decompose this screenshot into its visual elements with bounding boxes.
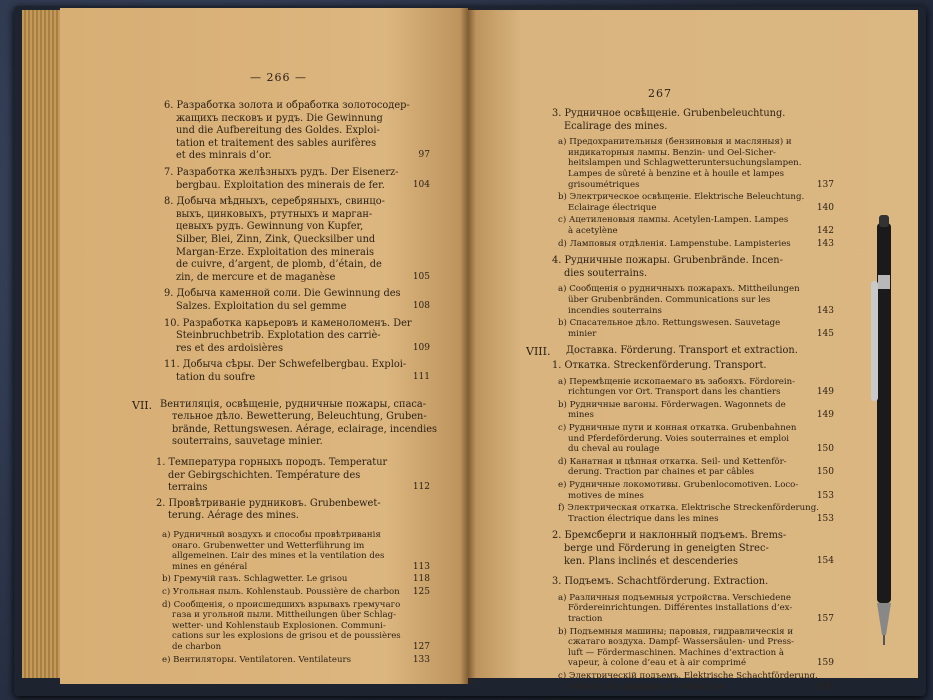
toc-entry-page-number: 108 [412, 301, 430, 311]
hoisting-item-page-number: 159 [816, 658, 834, 669]
haulage-item [558, 480, 798, 501]
haulage-item-line: c) Рудничные пути и конная откатка. Grubenbahnen [558, 423, 797, 433]
haulage-item-line: Traction électrique dans les mines [568, 513, 719, 524]
lighting-item [558, 215, 788, 236]
lighting-item [558, 239, 791, 250]
haulage-item-page-number: 149 [816, 387, 834, 398]
haulage-item [558, 503, 819, 524]
lighting-item-page-number: 140 [816, 202, 834, 213]
toc-item-line: e) Вентиляторы. Ventilatoren. Ventilateurs [162, 654, 352, 665]
toc-entry [164, 100, 410, 163]
hoisting-item-page-number: 157 [816, 614, 834, 624]
toc-item [162, 530, 384, 572]
fires-item-line: incendies souterrains [568, 305, 662, 316]
lighting-item-line: heitslampen und Schlagwetteruntersuchungslampen. [568, 158, 802, 169]
toc-entry-line: Steinbruchbetrib. Explotation des carriè- [176, 330, 381, 342]
toc-item-line: c) Угольная пыль. Kohlenstaub. Poussière de charbon [162, 587, 400, 597]
haulage-item [558, 423, 796, 455]
hoisting-heading [552, 576, 768, 589]
haulage-heading-line: 1. Откатка. Streckenförderung. Transport. [552, 360, 767, 371]
fires-item-page-number: 143 [816, 305, 834, 316]
toc-subentry-line: terrains [168, 482, 208, 494]
toc-entry-line: Margan-Erze. Exploitation des minerais [176, 246, 375, 258]
lighting-item-line: Eclairage électrique [568, 202, 657, 213]
toc-entry-line: tation et traitement des sables aurifères [176, 137, 377, 149]
haulage-item-line: du cheval au roulage [568, 444, 660, 455]
toc-entry-line: 6. Разработка золота и обработка золотосодер- [164, 100, 410, 111]
hoisting-item-line: L’électricité appliquée à l’extraction [568, 681, 725, 692]
haulage-item-page-number: 150 [816, 467, 834, 478]
toc-subentry-page-number: 112 [412, 482, 430, 493]
hoisting-item-line: luft — Fördermaschinen. Machines d’extraction à [568, 647, 785, 658]
section-heading-line: souterrains, sauvetage minier. [172, 436, 323, 448]
fires-item [558, 318, 780, 339]
toc-item [162, 587, 400, 598]
toc-entry-line: выхъ, цинковыхъ, ртутныхъ и марган- [176, 208, 373, 220]
left-page-number: — 266 — [250, 71, 307, 84]
left-page [60, 8, 468, 684]
hoisting-item-line: Fördereinrichtungen. Différentes installations d’ex- [568, 603, 793, 614]
lighting-item-line: d) Ламповыя отдѣленія. Lampenstube. Lampisteries [558, 238, 791, 249]
toc-entry-page-number: 97 [418, 150, 430, 161]
toc-entry-line: res et des ardoisières [176, 342, 283, 354]
section-roman-numeral: VIII. [526, 345, 551, 359]
toc-entry-line: цевыхъ рудъ. Gewinnung von Kupfer, [176, 221, 364, 233]
inclines-heading [552, 530, 786, 568]
toc-item-page-number: 118 [412, 574, 430, 585]
haulage-item-page-number: 149 [816, 410, 834, 421]
toc-entry-line: 9. Добыча каменной соли. Die Gewinnung des [164, 288, 401, 300]
toc-entry-line: Silber, Blei, Zinn, Zink, Quecksilber und [176, 233, 376, 245]
toc-entry-page-number: 111 [412, 372, 430, 382]
toc-item-line: wetter- und Kohlenstaub Explosionen. Communi- [172, 620, 386, 631]
hoisting-heading-line: 3. Подъемъ. Schachtförderung. Extraction. [552, 576, 769, 588]
haulage-item-line: mines [568, 410, 594, 421]
toc-item-line: газа и угольной пыли. Mittheilungen über Schlag- [172, 610, 397, 621]
hoisting-item-page-number: 161 [816, 681, 834, 692]
section-heading-line: brände, Rettungswesen. Aérage, eclairage, incendies [172, 423, 438, 435]
toc-item-page-number: 133 [412, 654, 430, 665]
toc-entry [164, 167, 398, 192]
section-heading [566, 345, 798, 358]
section-heading-line: Доставка. Förderung. Transport et extraction. [566, 345, 798, 357]
lighting-item-line: b) Электрическое освѣщеніе. Elektrische Beleuchtung. [558, 192, 805, 203]
toc-subentry-line: terung. Aérage des mines. [168, 510, 299, 522]
toc-entry [164, 196, 385, 284]
hoisting-item [558, 627, 794, 669]
toc-entry-line: 7. Разработка желѣзныхъ рудъ. Der Eisenerz- [164, 167, 399, 178]
haulage-item-line: f) Электрическая откатка. Elektrische Streckenförderung. [558, 503, 819, 514]
haulage-heading [552, 360, 767, 373]
section-heading-line: Вентиляція, освѣщеніе, рудничные пожары, спаса- [160, 398, 427, 410]
haulage-item-line: b) Рудничные вагоны. Förderwagen. Wagonnets de [558, 399, 786, 410]
toc-subentry-line: der Gebirgschichten. Température des [168, 469, 361, 481]
lighting-item [558, 137, 801, 190]
toc-item [162, 655, 351, 666]
toc-item-line: онаго. Grubenwetter und Wetterführung im [172, 540, 365, 551]
right-page-number: 267 [648, 87, 672, 100]
toc-entry-line: de cuivre, d’argent, de plomb, d’étain, de [176, 259, 382, 271]
haulage-item-line: motives de mines [568, 490, 644, 501]
lighting-item-line: c) Ацетиленовыя лампы. Acetylen-Lampen. Lampes [558, 215, 789, 226]
toc-entry [164, 318, 412, 356]
lighting-heading-line: 3. Рудничное освѣщеніе. Grubenbeleuchtung. [552, 108, 786, 119]
toc-entry-page-number: 104 [412, 179, 430, 190]
haulage-item [558, 377, 795, 398]
lighting-item-line: grisoumétriques [568, 179, 640, 190]
section-roman-numeral: VII. [132, 398, 153, 412]
toc-entry-line: Salzes. Exploitation du sel gemme [176, 300, 347, 312]
haulage-item-line: richtungen vor Ort. Transport dans les chantiers [568, 387, 781, 398]
lighting-item-line: Lampes de sûreté à benzine et à houile et lampes [568, 168, 785, 179]
haulage-item-line: und Pferdeförderung. Voies souterraines et emploi [568, 433, 789, 444]
inclines-heading-line: ken. Plans inclinés et descenderies [564, 555, 738, 567]
lighting-item-page-number: 137 [816, 179, 834, 190]
toc-item-line: b) Гремучій газъ. Schlagwetter. Le grisou [162, 574, 348, 585]
page-edges [22, 10, 62, 678]
hoisting-item-line: vapeur, à colone d’eau et à air comprimé [568, 658, 747, 669]
toc-subentry-line: 1. Температура горныхъ породъ. Temperatur [156, 457, 388, 468]
hoisting-item-line: сжатаго воздуха. Dampf- Wassersäulen- und Press- [568, 637, 795, 648]
hoisting-item [558, 593, 792, 625]
lighting-heading-line: Ecalirage des mines. [564, 120, 668, 132]
lighting-item-line: индикаторныя лампы. Benzin- und Oel-Sicher- [568, 147, 776, 158]
lighting-item-page-number: 142 [816, 226, 834, 236]
toc-item [162, 600, 401, 653]
fires-item-line: a) Сообщенія о рудничныхъ пожарахъ. Mittheilungen [558, 284, 800, 295]
toc-subentry [156, 498, 381, 523]
toc-entry-line: zin, de mercure et de maganèse [176, 271, 336, 283]
toc-item-line: de charbon [172, 641, 222, 652]
toc-subentry-line: 2. Провѣтриваніе рудниковъ. Grubenbewet- [156, 497, 381, 509]
book-gutter [460, 8, 476, 684]
fires-item-line: minier [568, 328, 597, 339]
haulage-item-line: derung. Traction par chaines et par câbles [568, 467, 755, 478]
fires-item-line: b) Спасательное дѣло. Rettungswesen. Sauvetage [558, 318, 781, 329]
toc-entry-line: und die Aufbereitung des Goldes. Exploi- [176, 125, 380, 137]
hoisting-item-line: c) Электрическій подъемъ. Elektrische Schachtförderung. [558, 671, 818, 681]
toc-item [162, 574, 347, 585]
toc-entry-line: tation du soufre [176, 371, 256, 383]
fires-heading-line: dies souterrains. [564, 267, 648, 279]
hoisting-item-line: b) Подъемныя машины; паровыя, гидравлическія и [558, 626, 794, 637]
toc-entry-page-number: 109 [412, 342, 430, 353]
inclines-heading-page-number: 154 [816, 555, 834, 566]
fires-item-page-number: 145 [816, 328, 834, 339]
toc-item-line: a) Рудничный воздухъ и способы провѣтриванія [162, 530, 381, 540]
hoisting-item-line: traction [568, 613, 603, 624]
toc-entry [164, 359, 406, 384]
toc-entry-line: et des minrais d’or. [176, 150, 272, 162]
toc-item-line: d) Сообщенія, о происшедшихъ взрывахъ гремучаго [162, 599, 401, 610]
section-heading [160, 399, 437, 449]
inclines-heading-line: 2. Бремсберги и наклонный подъемъ. Brems- [552, 530, 787, 542]
right-page [468, 10, 918, 692]
lighting-item-line: à acetylène [568, 225, 618, 236]
lighting-item-page-number: 143 [816, 238, 834, 249]
haulage-item-page-number: 153 [816, 490, 834, 501]
lighting-heading [552, 108, 785, 133]
toc-entry-line: bergbau. Exploitation des minerais de fer. [176, 179, 385, 191]
toc-entry [164, 288, 401, 313]
toc-subentry [156, 457, 387, 495]
toc-entry-line: жащихъ песковъ и рудъ. Die Gewinnung [176, 112, 383, 124]
hoisting-item-line: a) Различныя подъемныя устройства. Verschiedene [558, 592, 791, 603]
fires-item-line: über Grubenbränden. Communications sur les [568, 294, 771, 305]
haulage-item-line: a) Перемѣщеніе ископаемаго въ забояхъ. Fördorein- [558, 376, 796, 387]
toc-entry-line: 8. Добыча мѣдныхъ, серебряныхъ, свинцо- [164, 196, 385, 208]
haulage-item-page-number: 153 [816, 513, 834, 524]
lighting-item [558, 192, 804, 213]
toc-item-page-number: 113 [412, 561, 430, 572]
haulage-item [558, 400, 786, 421]
toc-item-line: cations sur les explosions de grisou et de poussières [172, 631, 401, 642]
toc-item-line: mines en général [172, 561, 248, 572]
mechanical-pencil [868, 215, 898, 645]
inclines-heading-line: berge und Förderung in geneigten Strec- [564, 542, 769, 554]
fires-heading [552, 255, 783, 280]
fires-item [558, 284, 800, 316]
hoisting-item [558, 671, 818, 692]
toc-item-page-number: 125 [412, 587, 430, 597]
toc-entry-page-number: 105 [412, 271, 430, 282]
toc-item-page-number: 127 [412, 642, 430, 652]
fires-heading-line: 4. Рудничные пожары. Grubenbrände. Incen- [552, 255, 783, 267]
toc-entry-line: 11. Добыча сѣры. Der Schwefelbergbau. Exploi- [164, 359, 407, 371]
lighting-item-line: a) Предохранительныя (бензиновыя и масляныя) и [558, 137, 792, 148]
toc-item-line: allgemeinen. L’air des mines et la ventilation des [172, 551, 385, 562]
haulage-item-page-number: 150 [816, 444, 834, 455]
haulage-item-line: e) Рудничные локомотивы. Grubenlocomotiven. Loco- [558, 480, 799, 490]
toc-entry-line: 10. Разработка карьеровъ и каменоломенъ. Der [164, 317, 412, 329]
haulage-item [558, 457, 787, 478]
haulage-item-line: d) Канатная и цѣпная откатка. Seil- und Kettenför- [558, 456, 787, 467]
section-heading-line: тельное дѣло. Bewetterung, Beleuchtung, Gruben- [172, 411, 427, 423]
